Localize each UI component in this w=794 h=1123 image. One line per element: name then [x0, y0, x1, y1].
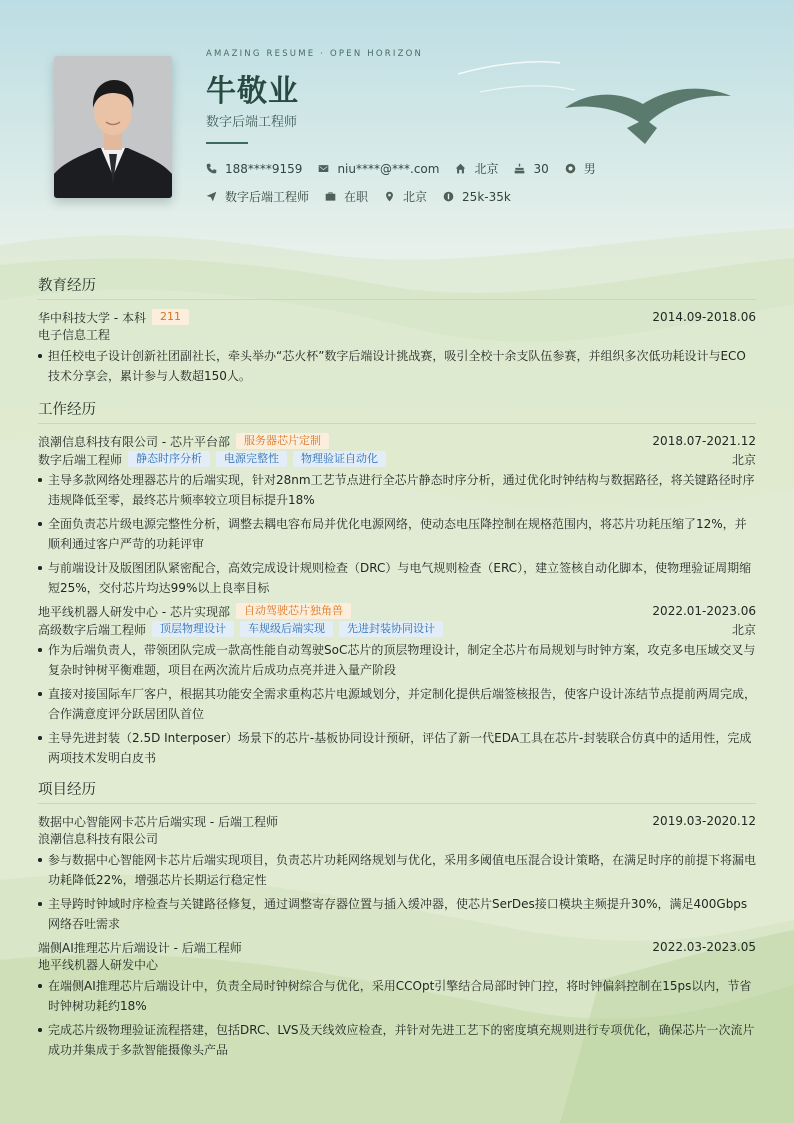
work-bullet: 主导先进封装（2.5D Interposer）场景下的芯片-基板协同设计预研，评估了新一代EDA工具在芯片-封装联合仿真中的适用性，完成两项技术发明白皮书 [38, 728, 756, 768]
project-name: 端侧AI推理芯片后端设计 - 后端工程师 [38, 940, 242, 955]
phone-text: 188****9159 [225, 161, 303, 176]
job-title: 数字后端工程师 [206, 115, 298, 130]
work-bullet: 直接对接国际车厂客户，根据其功能安全需求重构芯片电源域划分，并定制化提供后端签核报告，使客户设计冻结节点提前两周完成，合作满意度评分跃居团队首位 [38, 684, 756, 724]
candidate-name: 牛敬业 [206, 74, 299, 109]
gender-icon [565, 163, 576, 174]
project-date: 2022.03-2023.05 [652, 940, 756, 954]
gender-item [565, 160, 596, 177]
work-bullet: 主导多款网络处理器芯片的后端实现，针对28nm工艺节点进行全芯片静态时序分析，通过优化时钟结构与数据路径，将关键路径时序违规降低至零，最终芯片频率较立项目标提升18% [38, 470, 756, 510]
coin-icon [443, 191, 454, 202]
role-name: 数字后端工程师 [38, 452, 123, 467]
gender-text: 男 [583, 162, 596, 176]
project-bullet: 完成芯片级物理验证流程搭建，包括DRC、LVS及天线效应检查，并针对先进工艺下的密度填充规则进行专项优化，确保芯片一次流片成功并集成于多款智能摄像头产品 [38, 1020, 756, 1060]
intent-role-item [206, 188, 309, 205]
project-org: 地平线机器人研发中心 [38, 958, 159, 972]
education-bullet: 担任校电子设计创新社团副社长，牵头举办“芯火杯”数字后端设计挑战赛，吸引全校十余支队伍参赛，并组织多次低功耗设计与ECO技术分享会，累计参与人数超150人。 [38, 346, 756, 386]
skill-tag: 物理验证自动化 [293, 451, 386, 467]
mail-icon [318, 163, 329, 174]
work-bullet: 与前端设计及版图团队紧密配合，高效完成设计规则检查（DRC）与电气规则检查（ERC），建立签核自动化脚本，使物理验证周期缩短25%，交付芯片均达99%以上良率目标 [38, 558, 756, 598]
work-date: 2018.07-2021.12 [652, 434, 756, 448]
project-date: 2019.03-2020.12 [652, 814, 756, 828]
school-name: 华中科技大学 - 本科 [38, 310, 146, 325]
work-date: 2022.01-2023.06 [652, 604, 756, 618]
phone-icon [206, 163, 217, 174]
section-title: 项目经历 [38, 778, 756, 804]
company-name: 浪潮信息科技有限公司 - 芯片平台部 [38, 434, 230, 449]
phone-item [206, 162, 302, 176]
home-item [455, 160, 498, 177]
title-divider [206, 142, 248, 144]
school-badge: 211 [152, 309, 189, 325]
job-intent-row [206, 188, 527, 205]
intent-city-item [384, 188, 427, 205]
education-entry [38, 308, 756, 386]
section-title: 工作经历 [38, 398, 756, 424]
skill-tag: 静态时序分析 [128, 451, 210, 467]
work-entry [38, 602, 756, 768]
email-text: niu****@***.com [337, 161, 440, 176]
salary-item [443, 190, 511, 204]
project-bullet: 在端侧AI推理芯片后端设计中，负责全局时钟树综合与优化，采用CCOpt引擎结合局部时钟门控，将时钟偏斜控制在15ps以内，节省时钟树功耗约18% [38, 976, 756, 1016]
projects-section [38, 778, 756, 1064]
education-section [38, 274, 756, 390]
major: 电子信息工程 [38, 328, 111, 342]
age-item [514, 162, 548, 176]
company-badge: 自动驾驶芯片独角兽 [236, 603, 351, 619]
project-name: 数据中心智能网卡芯片后端实现 - 后端工程师 [38, 814, 278, 829]
send-icon [206, 191, 217, 202]
profile-photo [54, 56, 172, 198]
location-icon [384, 191, 395, 202]
salary-text: 25k-35k [462, 189, 511, 204]
contact-info-row [206, 160, 612, 177]
project-bullet: 参与数据中心智能网卡芯片后端实现项目，负责芯片功耗网络规划与优化，采用多阈值电压混合设计策略，在满足时序的前提下将漏电功耗降低22%，增强芯片长期运行稳定性 [38, 850, 756, 890]
work-section [38, 398, 756, 772]
work-bullet: 作为后端负责人，带领团队完成一款高性能自动驾驶SoC芯片的顶层物理设计，制定全芯片布局规划与时钟方案，攻克多电压域交叉与复杂时钟树平衡难题，项目在两次流片后成功点亮并进入量产阶段 [38, 640, 756, 680]
project-entry [38, 812, 756, 934]
status-text: 在职 [344, 190, 369, 204]
age-text: 30 [533, 161, 549, 176]
company-name: 地平线机器人研发中心 - 芯片实现部 [38, 604, 230, 619]
skill-tag: 先进封装协同设计 [339, 621, 443, 637]
section-title: 教育经历 [38, 274, 756, 300]
work-city: 北京 [731, 622, 756, 637]
project-org: 浪潮信息科技有限公司 [38, 832, 159, 846]
briefcase-icon [325, 191, 336, 202]
work-entry [38, 432, 756, 598]
project-bullet: 主导跨时钟域时序检查与关键路径修复，通过调整寄存器位置与插入缓冲器，使芯片SerDes接口模块主频提升30%，满足400Gbps网络吞吐需求 [38, 894, 756, 934]
skill-tag: 车规级后端实现 [240, 621, 333, 637]
education-date: 2014.09-2018.06 [652, 310, 756, 324]
status-item [325, 188, 368, 205]
cake-icon [514, 163, 525, 174]
project-entry [38, 938, 756, 1060]
tagline: AMAZING RESUME · OPEN HORIZON [206, 49, 424, 59]
hometown-text: 北京 [474, 162, 499, 176]
home-icon [455, 163, 466, 174]
work-city: 北京 [731, 452, 756, 467]
role-name: 高级数字后端工程师 [38, 622, 147, 637]
skill-tag: 电源完整性 [216, 451, 287, 467]
intent-city-text: 北京 [403, 190, 428, 204]
company-badge: 服务器芯片定制 [236, 433, 329, 449]
intent-role-text: 数字后端工程师 [225, 190, 310, 204]
skill-tag: 顶层物理设计 [152, 621, 234, 637]
email-item [318, 162, 439, 176]
work-bullet: 全面负责芯片级电源完整性分析，调整去耦电容布局并优化电源网络，使动态电压降控制在规格范围内，将芯片功耗压缩了12%，并顺利通过客户严苛的功耗评审 [38, 514, 756, 554]
